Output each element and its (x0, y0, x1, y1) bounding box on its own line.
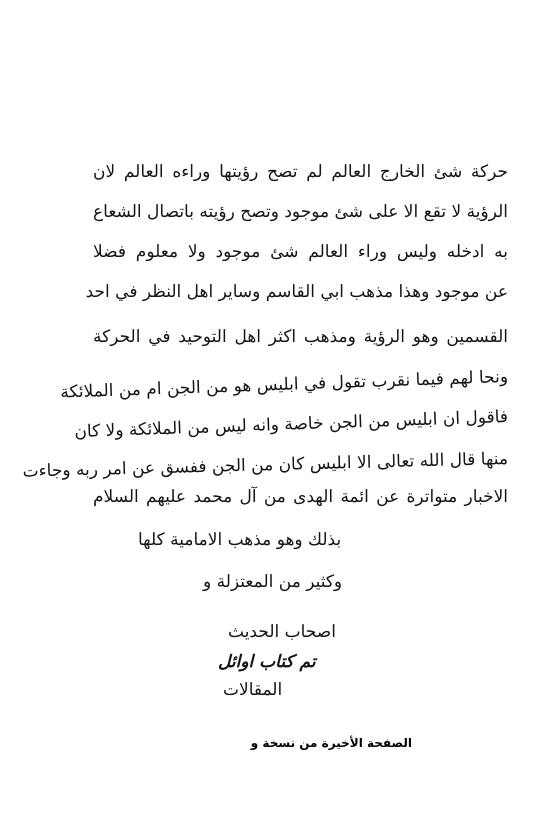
manuscript-line-9: الاخبار متواترة عن ائمة الهدى من آل محمد عليهم السلام (93, 487, 508, 507)
manuscript-line-10: بذلك وهو مذهب الامامية كلها (138, 530, 342, 550)
manuscript-line-5: القسمين وهو الرؤية ومذهب اكثر اهل التوحيد في الحركة (93, 327, 508, 347)
manuscript-line-6: ونحا لهم فيما نقرب تقول في ابليس هو من الجن ام من الملائكة (60, 367, 509, 403)
page-caption: الصفحة الأخيرة من نسخة و (250, 736, 412, 750)
manuscript-line-8: منها قال الله تعالى الا ابليس كان من الجن ففسق عن امر ربه وجاءت (22, 449, 509, 482)
manuscript-line-12: اصحاب الحديث (228, 622, 336, 642)
manuscript-line-1: حركة شئ الخارج العالم لم تصح رؤيتها وراءه العالم لان (93, 162, 508, 182)
manuscript-text-block (22, 162, 509, 702)
manuscript-line-3: به ادخله وليس وراء العالم شئ موجود ولا معلوم فضلا (93, 242, 508, 262)
manuscript-colophon-line: تم كتاب اوائل (218, 652, 316, 672)
manuscript-colophon-title: المقالات (223, 680, 283, 700)
manuscript-line-2: الرؤية لا تقع الا على شئ موجود وتصح رؤيته باتصال الشعاع (93, 202, 508, 222)
manuscript-line-7: فاقول ان ابليس من الجن خاصة وانه ليس من الملائكة ولا كان (74, 407, 509, 443)
manuscript-line-11: وكثير من المعتزلة و (203, 572, 343, 592)
manuscript-line-4: عن موجود وهذا مذهب ابي القاسم وساير اهل النظر في احد (85, 282, 508, 302)
